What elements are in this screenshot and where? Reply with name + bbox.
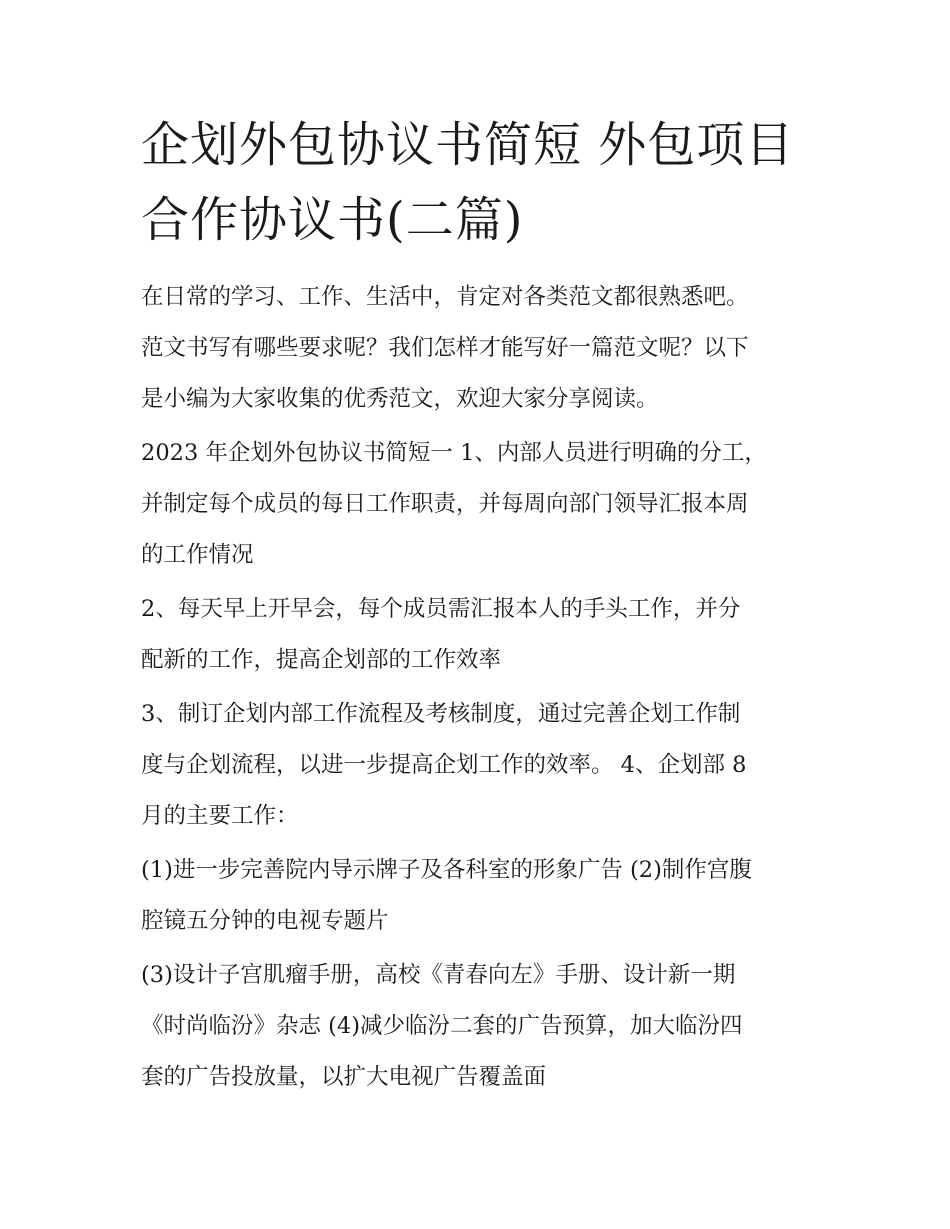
text-line: 2023 年企划外包协议书简短一 1、内部人员进行明确的分工， <box>141 440 767 466</box>
text-line: 腔镜五分钟的电视专题片 <box>141 908 389 934</box>
paragraph-item-2 <box>141 584 821 686</box>
text-line: 的工作情况 <box>141 542 254 568</box>
text-line: 是小编为大家收集的优秀范文，欢迎大家分享阅读。 <box>141 386 659 412</box>
text-line: 套的广告投放量，以扩大电视广告覆盖面 <box>141 1064 547 1090</box>
paragraph-item-1 <box>141 428 821 581</box>
text-line: 在日常的学习、工作、生活中，肯定对各类范文都很熟悉吧。 <box>141 284 749 310</box>
paragraph-subitems-1 <box>141 845 821 947</box>
text-line: 配新的工作，提高企划部的工作效率 <box>141 647 502 673</box>
document-body <box>141 272 821 1103</box>
paragraph-intro <box>141 272 821 425</box>
document-title <box>141 108 821 258</box>
document-page <box>141 108 821 1106</box>
text-line: 《时尚临汾》杂志 (4)减少临汾二套的广告预算，加大临汾四 <box>141 1013 743 1039</box>
text-line: 月的主要工作： <box>141 803 299 829</box>
paragraph-subitems-2 <box>141 950 821 1103</box>
title-line-1: 企划外包协议书简短 外包项目 <box>141 117 795 173</box>
text-line: (3)设计子宫肌瘤手册，高校《青春向左》手册、设计新一期 <box>141 962 736 988</box>
text-line: 并制定每个成员的每日工作职责，并每周向部门领导汇报本周 <box>141 491 749 517</box>
text-line: 范文书写有哪些要求呢？我们怎样才能写好一篇范文呢？以下 <box>141 335 749 361</box>
text-line: (1)进一步完善院内导示牌子及各科室的形象广告 (2)制作宫腹 <box>141 857 752 883</box>
title-line-2: 合作协议书(二篇) <box>141 192 524 248</box>
text-line: 度与企划流程，以进一步提高企划工作的效率。 4、企划部 8 <box>141 752 747 778</box>
paragraph-item-3 <box>141 689 821 842</box>
text-line: 3、制订企划内部工作流程及考核制度，通过完善企划工作制 <box>141 701 741 727</box>
text-line: 2、每天早上开早会，每个成员需汇报本人的手头工作，并分 <box>141 596 741 622</box>
